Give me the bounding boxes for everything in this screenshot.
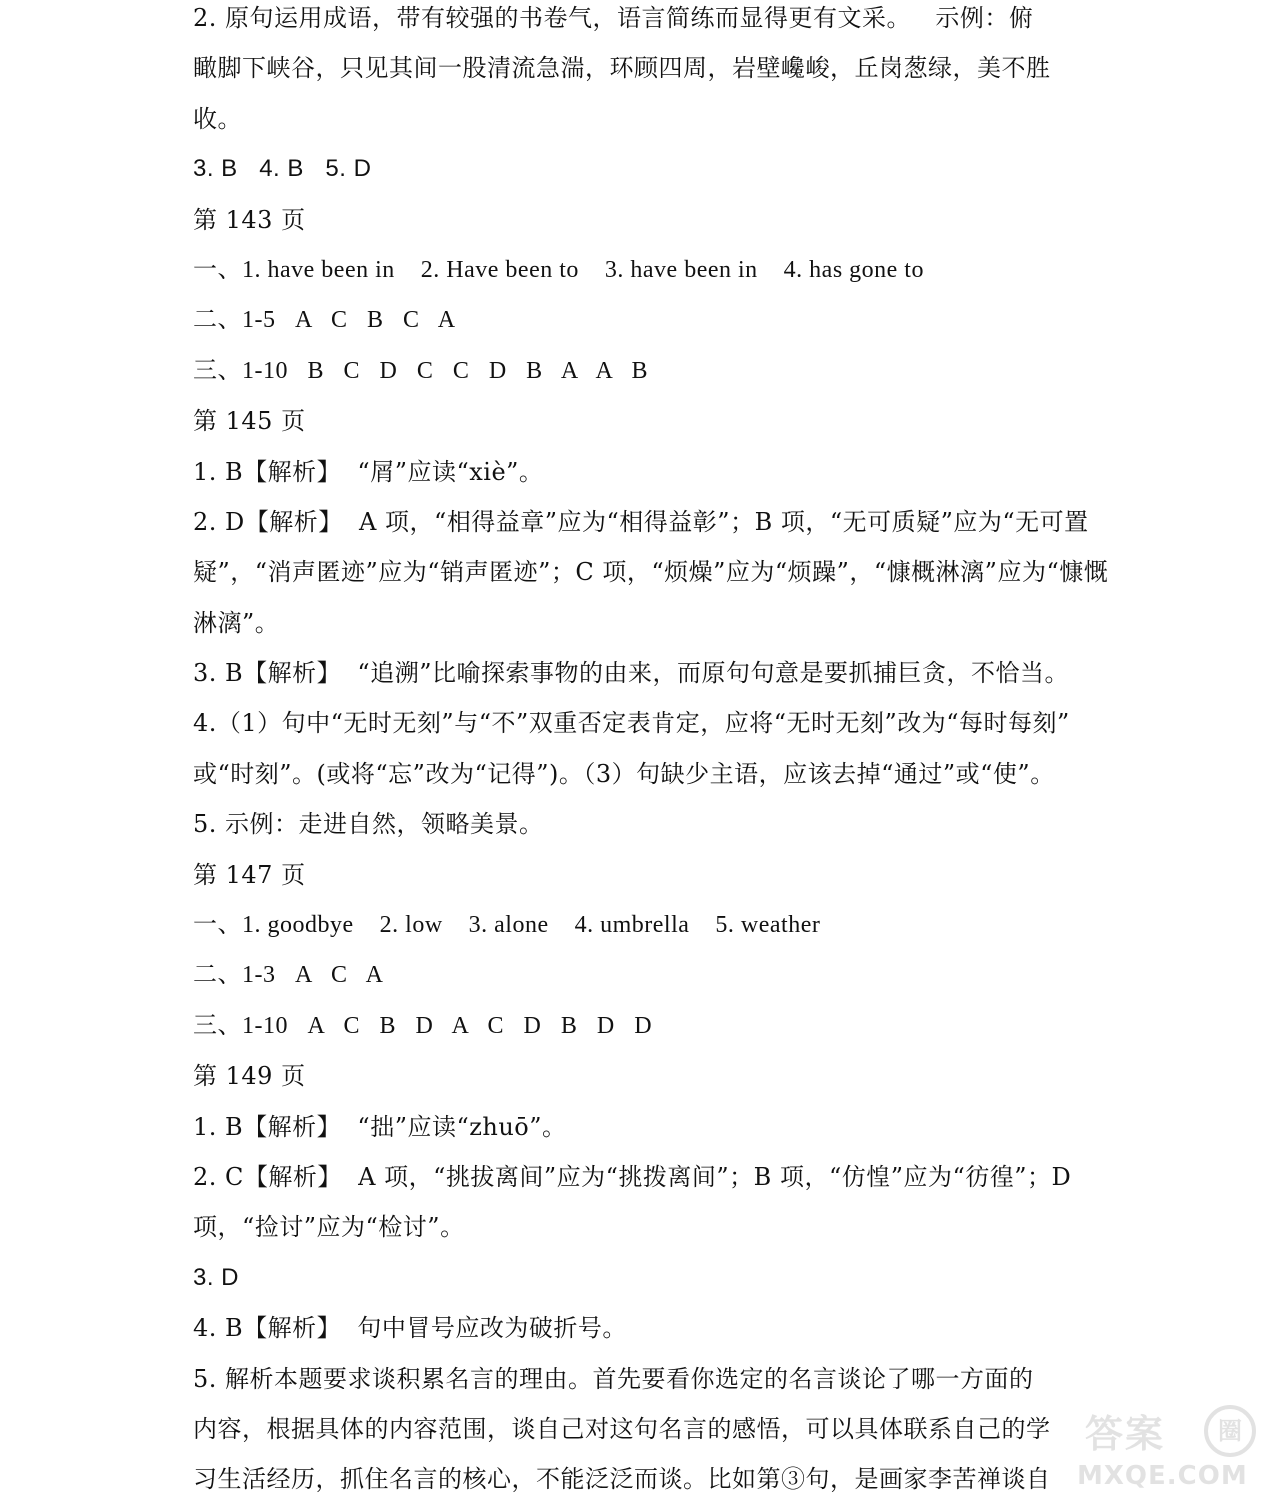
answer-line: 1. B【解析】 “屑”应读“xiè”。 [193, 457, 544, 486]
answer-line: 4. B【解析】 句中冒号应改为破折号。 [193, 1314, 627, 1343]
answer-line: 项，“捡讨”应为“检讨”。 [193, 1213, 465, 1242]
watermark-logo [1077, 1401, 1262, 1491]
text-line: 收。 [193, 104, 242, 133]
text-line: 2. 原句运用成语，带有较强的书卷气，语言简练而显得更有文采。 示例：俯 [193, 4, 1034, 32]
english-answer-line: 一、1. have been in 2. Have been to 3. have been in 4. has gone to [193, 256, 924, 283]
page-heading: 第 145 页 [193, 407, 306, 436]
english-answer-line: 三、1-10 B C D C C D B A A B [193, 357, 649, 384]
page-heading: 第 143 页 [193, 205, 306, 234]
answer-line: 内容，根据具体的内容范围，谈自己对这句名言的感悟，可以具体联系自己的学 [193, 1414, 1051, 1443]
answer-line: 1. B【解析】 “拙”应读“zhuō”。 [193, 1112, 567, 1141]
answer-line: 习生活经历，抓住名言的核心，不能泛泛而谈。比如第③句，是画家李苦禅谈自 [193, 1465, 1051, 1494]
english-answer-line: 二、1-5 A C B C A [193, 307, 456, 334]
answer-line: 3. B 4. B 5. D [193, 155, 372, 183]
watermark-url: MXQE.COM [1077, 1461, 1248, 1491]
english-answer-line: 三、1-10 A C B D A C D B D D [193, 1012, 653, 1039]
answer-line: 或“时刻”。(或将“忘”改为“记得”)。（3）句缺少主语，应该去掉“通过”或“使”。 [193, 759, 1055, 788]
english-answer-line: 一、1. goodbye 2. low 3. alone 4. umbrella 5. weather [193, 912, 821, 939]
answer-line: 2. D【解析】 A 项，“相得益章”应为“相得益彰”；B 项，“无可质疑”应为“无可置 [193, 507, 1089, 536]
answer-line: 淋漓”。 [193, 608, 280, 637]
answer-line: 5. 解析本题要求谈积累名言的理由。首先要看你选定的名言谈论了哪一方面的 [193, 1364, 1034, 1393]
english-answer-line: 二、1-3 A C A [193, 962, 384, 989]
answer-line: 4.（1）句中“无时无刻”与“不”双重否定表肯定，应将“无时无刻”改为“每时每刻” [193, 709, 1070, 738]
answer-line: 疑”，“消声匿迹”应为“销声匿迹”；C 项，“烦燥”应为“烦躁”，“慷概淋漓”应为“慷慨 [193, 558, 1109, 587]
text-line: 瞰脚下峡谷，只见其间一股清流急湍，环顾四周，岩壁巉峻，丘岗葱绿，美不胜 [193, 54, 1051, 83]
answer-line: 3. D [193, 1263, 240, 1291]
page-heading: 第 147 页 [193, 860, 306, 889]
answer-line: 5. 示例：走进自然，领略美景。 [193, 810, 544, 839]
watermark-title: 答案 [1085, 1412, 1166, 1456]
page-heading: 第 149 页 [193, 1062, 306, 1091]
answer-line: 3. B【解析】 “追溯”比喻探索事物的由来，而原句句意是要抓捕巨贪，不恰当。 [193, 659, 1069, 688]
watermark-badge-icon: 圈 [1204, 1405, 1256, 1457]
answer-line: 2. C【解析】 A 项，“挑拔离间”应为“挑拨离间”；B 项，“仿惶”应为“彷徨”；D [193, 1162, 1072, 1191]
answer-key-page [193, 0, 1109, 1505]
